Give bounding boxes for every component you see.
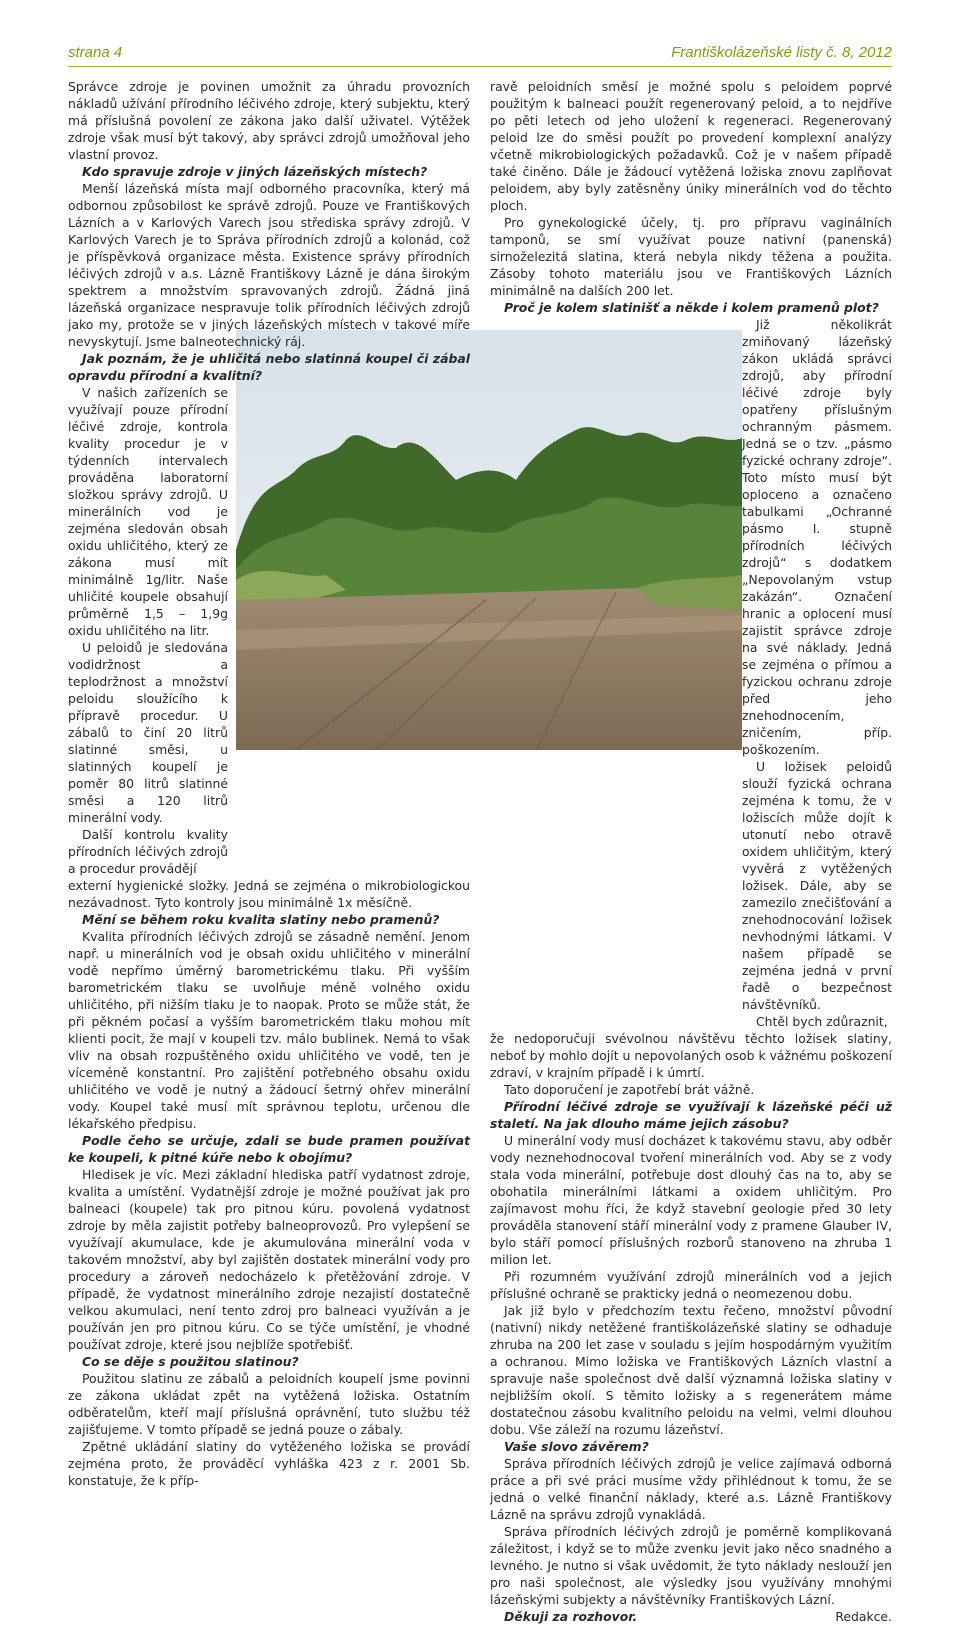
question: Jak poznám, že je uhličitá nebo slatinná koupel či zábal opravdu přírodní a kvalitní? [68, 351, 470, 383]
paragraph: Kvalita přírodních léčivých zdrojů se zásadně nemění. Jenom např. u minerálních vod je obsah oxidu uhličitého v minerální vodě nepřímo úměrný barometrickému tlaku. Při vyšším barometrickém tlaku se uvolňuje méně volného oxidu uhličitého, při nižším tlaku je to naopak. Proto se může stát, že při pěkném počasí a vyšším barometrickém tlaku mohou mít klienti pocit, že mají v koupeli tzv. málo bublinek. Nemá to však vliv na obsah rozpuštěného oxidu uhličitého ve vodě, ten je víceméně konstantní. Pro zajištění potřebného obsahu oxidu uhličitého ve vodě je nutný a žádoucí šetrný ohřev minerální vody. Koupel také musí mít správnou teplotu, určenou dle lékařského předpisu. [68, 929, 470, 1131]
signature-line [490, 1608, 892, 1625]
question: Mění se během roku kvalita slatiny nebo pramenů? [82, 912, 440, 927]
paragraph: Hledisek je víc. Mezi základní hlediska patří vydatnost zdroje, kvalita a umístění. Vydatnější zdroje je možné používat jak pro balneaci (koupele) tak pro pitnou kúru. povolená vydatnost zdroje by měla zajistit potřeby balneoprovozů. Pro vylepšení se využívají akumulace, kde je akumulována minerální voda v takovém množství, aby byl zajištěn dostatek minerální vody pro procedury a zároveň nedocházelo k přetěžování zdroje. V případě, že vydatnost minerálního zdroje nezajistí dostatečně velkou akumulaci, není tento zdroj pro balneaci využíván a je používán jen pro pitnou kúru. Co se týče umístění, je vhodné používat zdroje, které jsou nejblíže spotřebišť. [68, 1167, 470, 1352]
question: Proč je kolem slatinišť a někde i kolem pramenů plot? [504, 300, 879, 315]
paragraph: Použitou slatinu ze zábalů a peloidních koupelí jsme povinni ze zákona ukládat zpět na vytěžená ložiska. Ostatním odběratelům, kteří mají příslušná oprávnění, tuto službu též zajišťujeme. V tomto případě se jedná pouze o zábaly. [68, 1371, 470, 1437]
paragraph: Chtěl bych zdůraznit, [756, 1014, 888, 1029]
paragraph: V našich zařízeních se využívají pouze přírodní léčivé zdroje, kontrola kvality procedur je v týdenních intervalech prováděna laboratorní složkou správy zdrojů. U minerálních vod je zejména sledován obsah oxidu uhličitého, který ze zákona musí mít minimálně 1g/litr. Naše uhličité koupele obsahují průměrně 1,5 – 1,9g oxidu uhličitého na litr. [68, 385, 228, 638]
paragraph: Při rozumném využívání zdrojů minerálních vod a jejich příslušné ochraně se prakticky jedná o neomezenou dobu. [490, 1269, 892, 1301]
paragraph: Menší lázeňská místa mají odborného pracovníka, který má odbornou způsobilost ke správě zdrojů. Pouze ve Františkových Lázních a v Karlových Varech jsou střediska správy zdrojů. V Karlových Varech je to Správa přírodních zdrojů a kolonád, což je příspěvková organizace města. Existence správy přírodních léčivých zdrojů v a.s. Lázně Františkovy Lázně je dána širokým spektrem a množstvím spravovaných zdrojů. Žádná jiná lázeňská organizace nespravuje tolik přírodních léčivých zdrojů jako my, protože se v jiných lázeňských místech v takové míře nevyskytují. Jsme balneotechnický ráj. [68, 181, 470, 349]
paragraph: U ložisek peloidů slouží fyzická ochrana zejména k tomu, že v ložiscích může dojít k utonutí nebo otravě oxidem uhličitým, který vyvěrá z vytěžených ložisek. Dále, aby se zamezilo znečišťování a znehodnocování ložisek nevhodnými látkami. V našem případě se zejména jedná v první řadě o bezpečnost návštěvníků. [742, 759, 892, 1012]
paragraph: U minerální vody musí docházet k takovému stavu, aby odběr vody neznehodnocoval tvoření minerálních vod. Aby se z vody stala voda minerální, potřebuje dost dlouhý čas na to, aby se obohatila minerálními látkami a oxidem uhličitým. Pro zajímavost mohu říci, že když stavební geologie před 30 lety prováděla stanovení stáří minerální vody z pramene Glauber IV, bylo stáří pomocí příslušných rozborů stanoveno na zhruba 1 milion let. [490, 1133, 892, 1267]
page-number: strana 4 [68, 44, 123, 61]
question: Co se děje s použitou slatinou? [82, 1354, 299, 1369]
question: Přírodní léčivé zdroje se využívají k lázeňské péči už staletí. Na jak dlouho máme jejich zásobu? [490, 1099, 892, 1131]
paragraph: ravě peloidních směsí je možné spolu s peloidem poprvé použitým k balneaci použít regenerovaný peloid, a to nejdříve po pěti letech od jeho uložení k regeneraci. Regenerovaný peloid lze do směsi použít po provedení komplexní analýzy včetně mikrobiologických požadavků. Což je v našem případě také činěno. Dále je žádoucí vytěžená ložiska znovu zaplňovat peloidem, aby byly zatěsněny úniky minerálních vod do těchto ploch. [490, 79, 892, 213]
paragraph: že nedoporučuji svévolnou návštěvu těchto ložisek slatiny, neboť by mohlo dojít u nepovolaných osob k vážnému poškození zdraví, v krajním případě i k úmrtí. [490, 1031, 892, 1080]
paragraph: Správa přírodních léčivých zdrojů je poměrně komplikovaná záležitost, i když se to může zvenku jevit jako něco snadného a levného. Je nutno si však uvědomit, že tyto náklady neslouží jen pro naši společnost, ale výsledky jsou využívány mnohými lázeňskými subjekty a návštěvníky Františkových Lázní. [490, 1524, 892, 1607]
closing-thanks: Děkuji za rozhovor. [504, 1609, 638, 1624]
paragraph: Již několikrát zmiňovaný lázeňský zákon ukládá správci zdrojů, aby přírodní léčivé zdroje byly opatřeny příslušným ochranným pásmem. Jedná se o tzv. „pásmo fyzické ochrany zdroje“. Toto místo musí být oploceno a označeno tabulkami „Ochranné pásmo I. stupně přírodních léčivých zdrojů“ s dodatkem „Nepovolaným vstup zakázán“. Označení hranic a oplocení musí zajistit správce zdroje na své náklady. Jedná se zejména o přímou a fyzickou ochranu zdroje před jeho znehodnocením, zničením, příp. poškozením. [742, 317, 892, 757]
paragraph: Správce zdroje je povinen umožnit za úhradu provozních nákladů užívání přírodního léčivého zdroje, který subjektu, který má příslušná povolení ze zákona jako další uživatel. Výtěžek zdroje však musí být takový, aby správci zdrojů umožňoval jeho vlastní provoz. [68, 79, 470, 162]
paragraph: Pro gynekologické účely, tj. pro přípravu vaginálních tamponů, se smí využívat pouze nativní (panenská) sirnoželezitá slatina, která nebyla nikdy těžena a použita. Zásoby tohoto materiálu jsou ve Františkových Lázních minimálně na dalších 200 let. [490, 215, 892, 298]
question: Podle čeho se určuje, zdali se bude pramen používat ke koupeli, k pitné kúře nebo k obojímu? [68, 1133, 470, 1165]
right-column [490, 78, 892, 1624]
question: Kdo spravuje zdroje v jiných lázeňských místech? [82, 164, 428, 179]
paragraph: Zpětné ukládání slatiny do vytěženého ložiska se provádí zejména proto, že prováděcí vyhláška 423 z r. 2001 Sb. konstatuje, že k příp- [68, 1439, 470, 1488]
paragraph: Další kontrolu kvality přírodních léčivých zdrojů a procedur provádějí [68, 827, 228, 876]
paragraph: Jak již bylo v předchozím textu řečeno, množství původní (nativní) nikdy netěžené františkolázeňské slatiny se odhaduje zhruba na 200 let zase v souladu s jejím hospodárným využitím a ochranou. Mimo ložiska ve Františkových Lázních vlastní a spravuje naše společnost dvě další významná ložiska slatiny v nejbližším okolí. S těmito ložisky a s regenerátem máme dostatečnou zásobu kvalitního peloidu na velmi, velmi dlouhou dobu. Vše záleží na rozumu lázeňství. [490, 1303, 892, 1437]
page-header [68, 44, 892, 66]
paragraph: externí hygienické složky. Jedná se zejména o mikrobiologickou nezávadnost. Tyto kontroly jsou minimálně 1x měsíčně. [68, 878, 470, 910]
signature: Redakce. [835, 1609, 892, 1624]
paragraph: U peloidů je sledována vodidržnost a teplodržnost a množství peloidu sloužícího k přípravě procedur. U zábalů to činí 20 litrů slatinné směsi, u slatinných koupelí je poměr 80 litrů slatinné směsi a 120 litrů minerální vody. [68, 640, 228, 825]
question: Vaše slovo závěrem? [504, 1439, 649, 1454]
left-column [68, 78, 470, 1488]
header-rule [68, 66, 892, 67]
publication-issue: Františkolázeňské listy č. 8, 2012 [671, 44, 892, 61]
paragraph: Správa přírodních léčivých zdrojů je velice zajímavá odborná práce a při své práci musíme vždy přihlédnout k tomu, že se jedná o velké finanční náklady, které a.s. Lázně Františkovy Lázně na správu zdrojů vynakládá. [490, 1456, 892, 1522]
paragraph: Tato doporučení je zapotřebí brát vážně. [504, 1082, 755, 1097]
